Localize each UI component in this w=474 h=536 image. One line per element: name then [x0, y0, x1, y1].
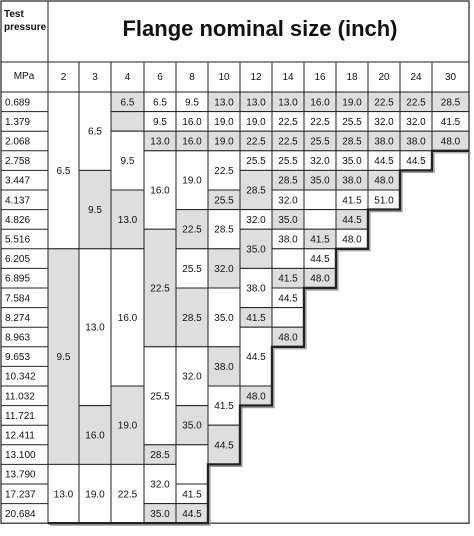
cell-value: 16.0 [85, 430, 105, 442]
cell-value: 19.0 [182, 175, 202, 187]
size-label-8: 8 [189, 72, 195, 83]
cell-value: 32.0 [214, 263, 234, 275]
size-label-2: 2 [60, 72, 67, 83]
pressure-label: 3.447 [5, 175, 31, 187]
cell-value: 22.5 [278, 136, 298, 148]
cell-value: 41.5 [214, 401, 234, 413]
cell-value: 16.0 [310, 97, 330, 109]
cell-value: 25.5 [214, 195, 234, 207]
pressure-label: 11.721 [5, 410, 35, 422]
cell-value: 41.5 [182, 489, 202, 501]
size-label-18: 18 [346, 72, 358, 83]
cell-value: 22.5 [214, 165, 234, 177]
cell-value: 44.5 [310, 254, 330, 266]
pressure-label: 9.653 [5, 352, 31, 364]
cell-value: 44.5 [246, 352, 266, 364]
pressure-label: 2.068 [5, 136, 31, 148]
pressure-label: 4.137 [5, 195, 31, 207]
cell-value: 6.5 [120, 97, 135, 109]
cell-value: 13.0 [214, 97, 234, 109]
cell-value: 35.0 [182, 420, 202, 432]
cell-value: 22.5 [117, 489, 138, 501]
table-cell [272, 249, 304, 269]
cell-value: 13.0 [53, 489, 74, 501]
size-label-20: 20 [378, 72, 390, 83]
pressure-label: 7.584 [5, 293, 31, 305]
pressure-label: 4.826 [5, 214, 31, 226]
cell-value: 38.0 [214, 361, 234, 373]
cell-value: 22.5 [278, 116, 298, 128]
cell-value: 41.5 [440, 116, 461, 128]
cell-value: 22.5 [310, 116, 330, 128]
cell-value: 28.5 [342, 136, 362, 148]
empty-region [304, 288, 336, 523]
pressure-label: 12.411 [5, 430, 35, 442]
cell-value: 22.5 [406, 97, 426, 109]
pressure-label: 5.516 [5, 234, 31, 246]
table-title: Flange nominal size (inch) [122, 16, 398, 41]
size-label-6: 6 [157, 72, 163, 83]
cell-value: 6.5 [56, 165, 71, 177]
cell-value: 32.0 [246, 214, 266, 226]
pressure-label: 2.758 [5, 156, 31, 168]
cell-value: 38.0 [406, 136, 426, 148]
size-label-12: 12 [250, 72, 262, 83]
cell-value: 25.5 [278, 156, 298, 168]
cell-value: 13.0 [246, 97, 266, 109]
cell-value: 22.5 [374, 97, 394, 109]
size-label-4: 4 [124, 72, 131, 83]
cell-value: 25.5 [246, 156, 266, 168]
cell-value: 32.0 [406, 116, 426, 128]
pressure-label: 20.684 [5, 508, 36, 520]
cell-value: 41.5 [342, 195, 362, 207]
cell-value: 35.0 [342, 156, 362, 168]
cell-value: 48.0 [278, 332, 298, 344]
cell-value: 41.5 [278, 273, 298, 285]
size-label-16: 16 [314, 72, 326, 83]
cell-value: 44.5 [374, 156, 394, 168]
empty-region [400, 170, 432, 522]
cell-value: 35.0 [310, 175, 330, 187]
empty-region [272, 347, 304, 523]
cell-value: 13.0 [85, 322, 105, 334]
pressure-label: 1.379 [5, 116, 31, 128]
table-cell [304, 190, 336, 210]
cell-value: 28.5 [182, 312, 202, 324]
cell-value: 19.0 [85, 489, 105, 501]
cell-value: 35.0 [278, 214, 298, 226]
cell-value: 48.0 [246, 391, 266, 403]
cell-value: 35.0 [214, 312, 234, 324]
cell-value: 38.0 [246, 283, 266, 295]
cell-value: 16.0 [117, 312, 138, 324]
pressure-label: 8.963 [5, 332, 31, 344]
corner-label-line2: pressure [4, 22, 47, 33]
cell-value: 44.5 [182, 508, 202, 520]
cell-value: 44.5 [406, 156, 426, 168]
pressure-label: 10.342 [5, 371, 36, 383]
empty-region [336, 249, 368, 523]
cell-value: 44.5 [278, 293, 298, 305]
cell-value: 16.0 [150, 185, 170, 197]
cell-value: 19.0 [117, 420, 138, 432]
empty-region [208, 464, 240, 522]
unit-label: MPa [13, 71, 35, 82]
cell-value: 48.0 [342, 234, 362, 246]
cell-value: 48.0 [440, 136, 461, 148]
empty-region [368, 210, 400, 523]
size-label-14: 14 [282, 72, 294, 83]
cell-value: 51.0 [374, 195, 394, 207]
cell-value: 28.5 [246, 185, 266, 197]
pressure-label: 13.790 [5, 469, 36, 481]
cell-value: 44.5 [214, 440, 234, 452]
cell-value: 9.5 [56, 352, 71, 364]
corner-label-line1: Test [4, 9, 24, 20]
pressure-label: 6.205 [5, 254, 31, 266]
cell-value: 25.5 [150, 391, 170, 403]
cell-value: 32.0 [278, 195, 298, 207]
cell-value: 16.0 [182, 136, 202, 148]
cell-value: 28.5 [150, 450, 170, 462]
pressure-label: 11.032 [5, 391, 35, 403]
cell-value: 32.0 [182, 371, 202, 383]
cell-value: 25.5 [182, 263, 202, 275]
pressure-label: 17.237 [5, 489, 36, 501]
table-cell [176, 445, 208, 484]
cell-value: 32.0 [150, 479, 170, 491]
cell-value: 25.5 [342, 116, 362, 128]
cell-value: 38.0 [342, 175, 362, 187]
cell-value: 13.0 [117, 214, 138, 226]
cell-value: 13.0 [278, 97, 298, 109]
table-cell [304, 210, 336, 230]
cell-value: 6.5 [88, 126, 102, 138]
empty-region [432, 151, 469, 523]
cell-value: 19.0 [214, 136, 234, 148]
cell-value: 38.0 [278, 234, 298, 246]
pressure-label: 8.274 [5, 312, 31, 324]
table-cell [111, 112, 144, 132]
empty-region [240, 406, 272, 523]
size-label-3: 3 [92, 72, 98, 83]
pressure-label: 13.100 [5, 450, 36, 462]
cell-value: 28.5 [214, 224, 234, 236]
cell-value: 48.0 [374, 175, 394, 187]
cell-value: 41.5 [246, 312, 266, 324]
cell-value: 9.5 [185, 97, 199, 109]
cell-value: 16.0 [182, 116, 202, 128]
pressure-label: 0.689 [5, 97, 31, 109]
cell-value: 44.5 [342, 214, 362, 226]
cell-value: 28.5 [278, 175, 298, 187]
cell-value: 25.5 [310, 136, 330, 148]
cell-value: 38.0 [374, 136, 394, 148]
size-label-24: 24 [410, 72, 422, 83]
cell-value: 35.0 [150, 508, 170, 520]
cell-value: 9.5 [88, 205, 102, 217]
cell-value: 48.0 [310, 273, 330, 285]
cell-value: 22.5 [150, 283, 170, 295]
cell-value: 9.5 [153, 116, 167, 128]
cell-value: 28.5 [440, 97, 461, 109]
cell-value: 6.5 [153, 97, 167, 109]
cell-value: 13.0 [150, 136, 170, 148]
cell-value: 19.0 [342, 97, 362, 109]
cell-value: 19.0 [246, 116, 266, 128]
cell-value: 9.5 [120, 156, 135, 168]
pressure-label: 6.895 [5, 273, 31, 285]
cell-value: 22.5 [246, 136, 266, 148]
cell-value: 35.0 [246, 244, 266, 256]
cell-value: 32.0 [310, 156, 330, 168]
cell-value: 32.0 [374, 116, 394, 128]
size-label-30: 30 [444, 72, 457, 83]
size-label-10: 10 [218, 72, 230, 83]
table-cell [272, 308, 304, 328]
cell-value: 41.5 [310, 234, 330, 246]
cell-value: 22.5 [182, 224, 202, 236]
cell-value: 19.0 [214, 116, 234, 128]
